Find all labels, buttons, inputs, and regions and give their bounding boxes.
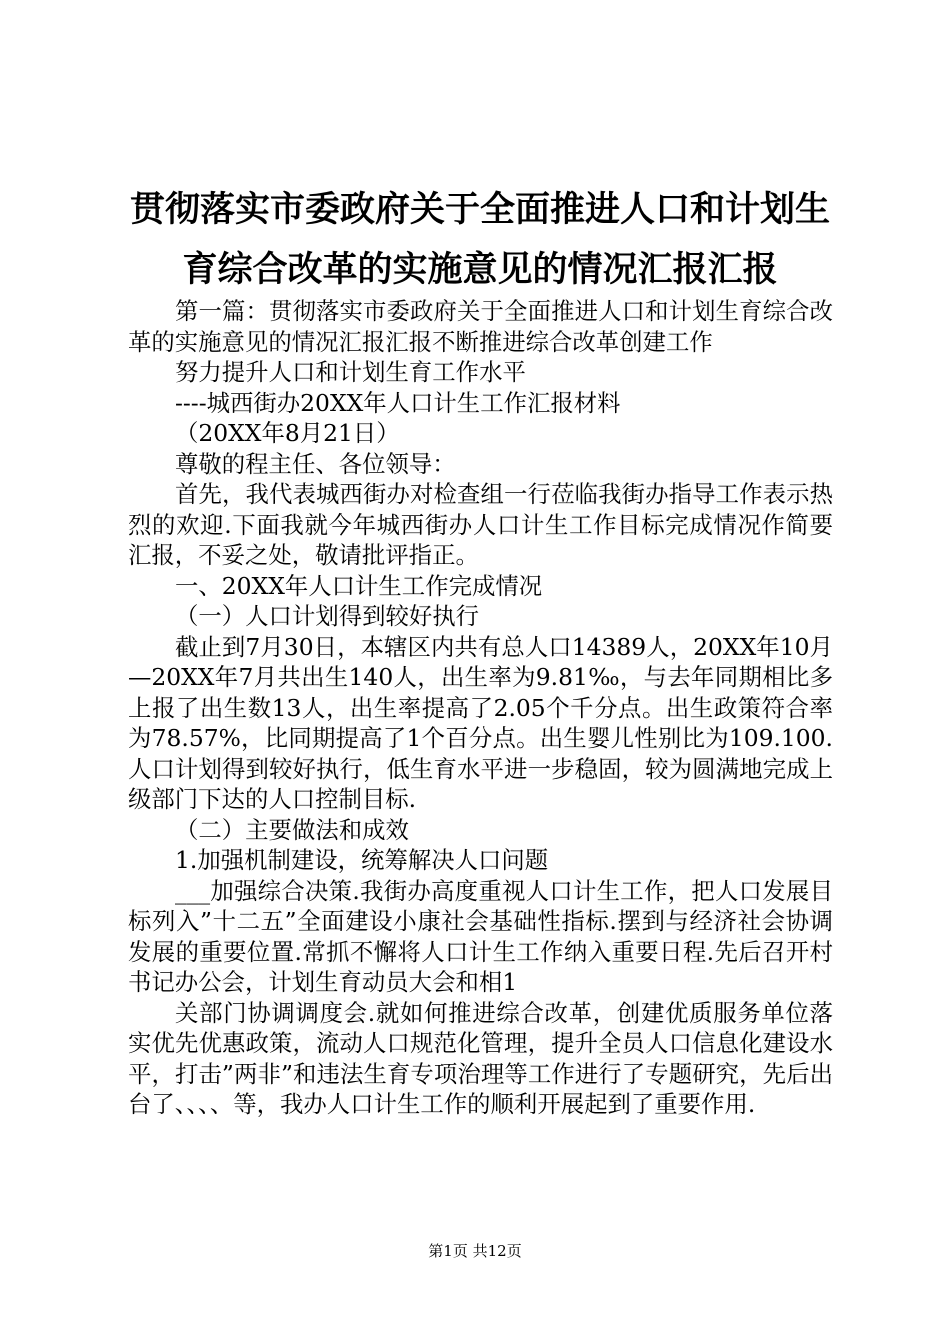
paragraph-opening: 首先，我代表城西街办对检查组一行莅临我街办指导工作表示热烈的欢迎.下面我就今年城西街办人口计生工作目标完成情况作简要汇报，不妥之处，敬请批评指正。 bbox=[128, 480, 833, 569]
paragraph-date: （20XX年8月21日） bbox=[175, 419, 400, 447]
page-footer: 第1页 共12页 bbox=[428, 1242, 522, 1260]
paragraph-subtitle: 努力提升人口和计划生育工作水平 bbox=[175, 358, 526, 386]
paragraph-decision: ___加强综合决策.我街办高度重视人口计生工作，把人口发展目标列入”十二五”全面建设小康社会基础性指标.摆到与经济社会协调发展的重要位置.常抓不懈将人口计生工作纳入重要日程.先后召开村书记办公会，计划生育动员大会和相1 bbox=[128, 876, 833, 996]
document-title-line-1: 贯彻落实市委政府关于全面推进人口和计划生 bbox=[129, 190, 830, 230]
paragraph-intro: 第一篇：贯彻落实市委政府关于全面推进人口和计划生育综合改革的实施意见的情况汇报汇报不断推进综合改革创建工作 bbox=[128, 297, 833, 356]
subsection-heading-2: （二）主要做法和成效 bbox=[175, 815, 409, 844]
paragraph-salutation: 尊敬的程主任、各位领导： bbox=[175, 449, 456, 478]
paragraph-coordination: 关部门协调调度会.就如何推进综合改革，创建优质服务单位落实优先优惠政策，流动人口规范化管理，提升全员人口信息化建设水平，打击”两非”和违法生育专项治理等工作进行了专题研究，先后出台了、、、、等，我办人口计生工作的顺利开展起到了重要作用. bbox=[128, 998, 833, 1118]
section-heading-1: 一、20XX年人口计生工作完成情况 bbox=[175, 571, 543, 600]
paragraph-statistics: 截止到7月30日，本辖区内共有总人口14389人，20XX年10月—20XX年7月共出生140人，出生率为9.81‰，与去年同期相比多上报了出生数13人，出生率提高了2.05个千分点。出生政策符合率为78.57%，比同期提高了1个百分点。出生婴儿性别比为109.100.人口计划得到较好执行，低生育水平进一步稳固，较为圆满地完成上级部门下达的人口控制目标. bbox=[128, 632, 833, 813]
document-body bbox=[128, 296, 833, 1120]
subsection-heading-1: （一）人口计划得到较好执行 bbox=[175, 602, 480, 630]
document-title-line-2: 育综合改革的实施意见的情况汇报汇报 bbox=[182, 250, 778, 290]
item-heading-1: 1.加强机制建设，统筹解决人口问题 bbox=[175, 846, 549, 874]
paragraph-report-source: ----城西街办20XX年人口计生工作汇报材料 bbox=[175, 388, 621, 417]
